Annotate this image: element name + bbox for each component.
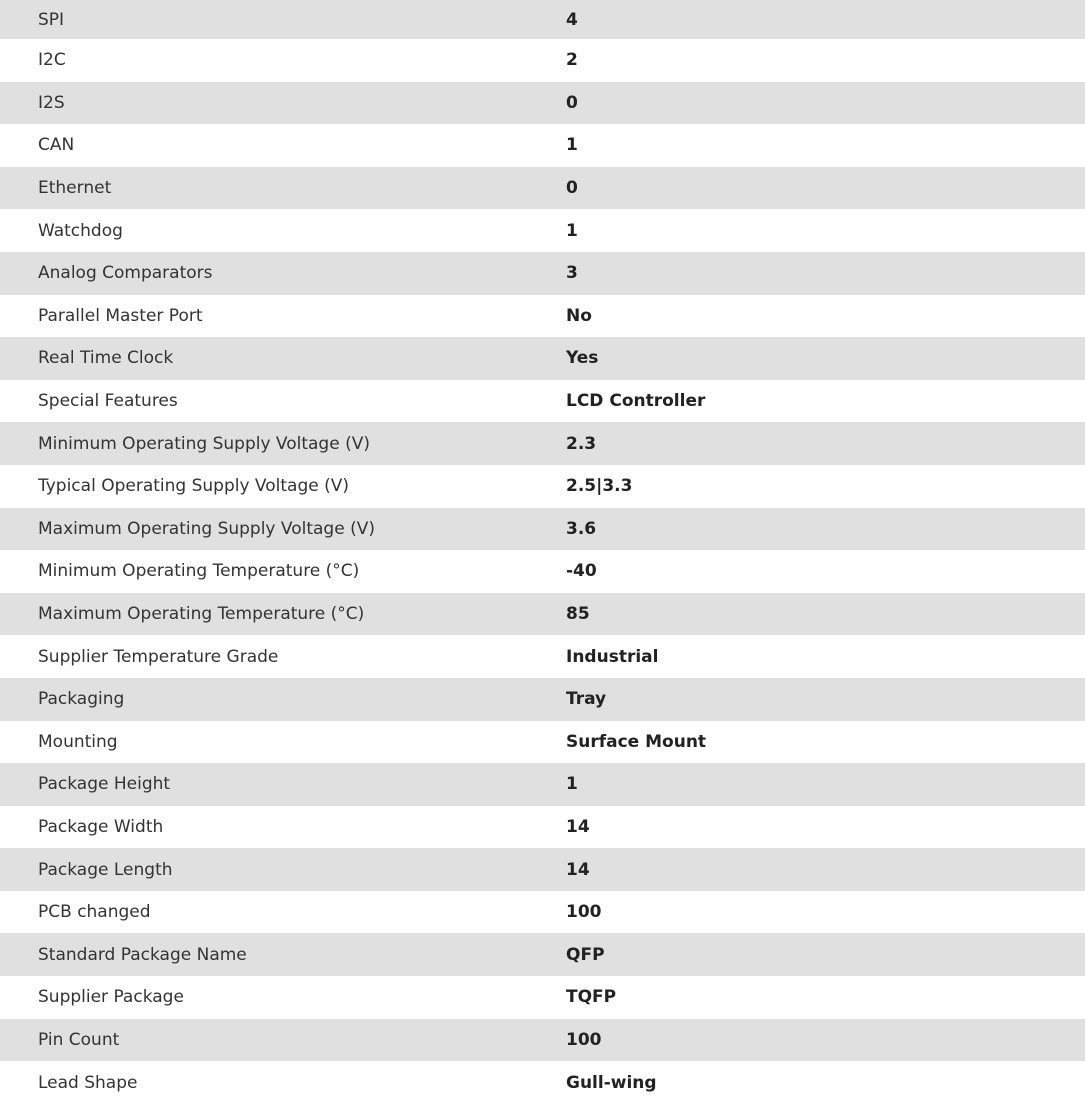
spec-value: Industrial — [566, 635, 1085, 678]
spec-value: 4 — [566, 0, 1085, 39]
spec-label: Minimum Operating Supply Voltage (V) — [0, 422, 566, 465]
spec-row — [0, 337, 1085, 380]
spec-label: Mounting — [0, 721, 566, 764]
spec-row — [0, 1019, 1085, 1062]
spec-row — [0, 550, 1085, 593]
spec-label: Watchdog — [0, 209, 566, 252]
spec-row — [0, 0, 1085, 39]
spec-row — [0, 295, 1085, 338]
spec-label: Supplier Temperature Grade — [0, 635, 566, 678]
spec-row — [0, 508, 1085, 551]
spec-label: Lead Shape — [0, 1061, 566, 1104]
spec-value: 3.6 — [566, 508, 1085, 551]
spec-label: Special Features — [0, 380, 566, 423]
spec-label: PCB changed — [0, 891, 566, 934]
spec-label: Supplier Package — [0, 976, 566, 1019]
spec-value: 2 — [566, 39, 1085, 82]
spec-label: Maximum Operating Temperature (°C) — [0, 593, 566, 636]
spec-value: 100 — [566, 891, 1085, 934]
spec-label: Real Time Clock — [0, 337, 566, 380]
spec-label: Maximum Operating Supply Voltage (V) — [0, 508, 566, 551]
spec-value: Yes — [566, 337, 1085, 380]
spec-value: 85 — [566, 593, 1085, 636]
spec-value: Gull-wing — [566, 1061, 1085, 1104]
spec-row — [0, 763, 1085, 806]
spec-row — [0, 976, 1085, 1019]
spec-row — [0, 39, 1085, 82]
spec-value: 0 — [566, 167, 1085, 210]
spec-value: 2.5|3.3 — [566, 465, 1085, 508]
spec-row — [0, 1061, 1085, 1104]
spec-label: Typical Operating Supply Voltage (V) — [0, 465, 566, 508]
spec-value: 0 — [566, 82, 1085, 125]
spec-label: SPI — [0, 0, 566, 39]
spec-label: Analog Comparators — [0, 252, 566, 295]
spec-value: Surface Mount — [566, 721, 1085, 764]
spec-value: 14 — [566, 848, 1085, 891]
spec-label: Package Width — [0, 806, 566, 849]
spec-value: 1 — [566, 763, 1085, 806]
spec-row — [0, 933, 1085, 976]
spec-value: 1 — [566, 124, 1085, 167]
spec-value: 14 — [566, 806, 1085, 849]
spec-row — [0, 209, 1085, 252]
spec-value: QFP — [566, 933, 1085, 976]
spec-value: TQFP — [566, 976, 1085, 1019]
spec-row — [0, 252, 1085, 295]
spec-label: Package Height — [0, 763, 566, 806]
spec-label: I2C — [0, 39, 566, 82]
spec-row — [0, 721, 1085, 764]
spec-label: I2S — [0, 82, 566, 125]
spec-value: 2.3 — [566, 422, 1085, 465]
spec-row — [0, 593, 1085, 636]
spec-row — [0, 380, 1085, 423]
spec-value: No — [566, 295, 1085, 338]
spec-label: Standard Package Name — [0, 933, 566, 976]
spec-value: 3 — [566, 252, 1085, 295]
spec-value: LCD Controller — [566, 380, 1085, 423]
spec-label: CAN — [0, 124, 566, 167]
spec-row — [0, 465, 1085, 508]
spec-row — [0, 82, 1085, 125]
spec-label: Minimum Operating Temperature (°C) — [0, 550, 566, 593]
spec-row — [0, 422, 1085, 465]
spec-label: Parallel Master Port — [0, 295, 566, 338]
spec-value: 100 — [566, 1019, 1085, 1062]
spec-row — [0, 678, 1085, 721]
spec-row — [0, 124, 1085, 167]
spec-label: Pin Count — [0, 1019, 566, 1062]
spec-label: Packaging — [0, 678, 566, 721]
spec-row — [0, 891, 1085, 934]
spec-value: Tray — [566, 678, 1085, 721]
spec-label: Ethernet — [0, 167, 566, 210]
spec-value: -40 — [566, 550, 1085, 593]
spec-label: Package Length — [0, 848, 566, 891]
spec-value: 1 — [566, 209, 1085, 252]
spec-row — [0, 635, 1085, 678]
spec-row — [0, 848, 1085, 891]
spec-row — [0, 806, 1085, 849]
spec-row — [0, 167, 1085, 210]
